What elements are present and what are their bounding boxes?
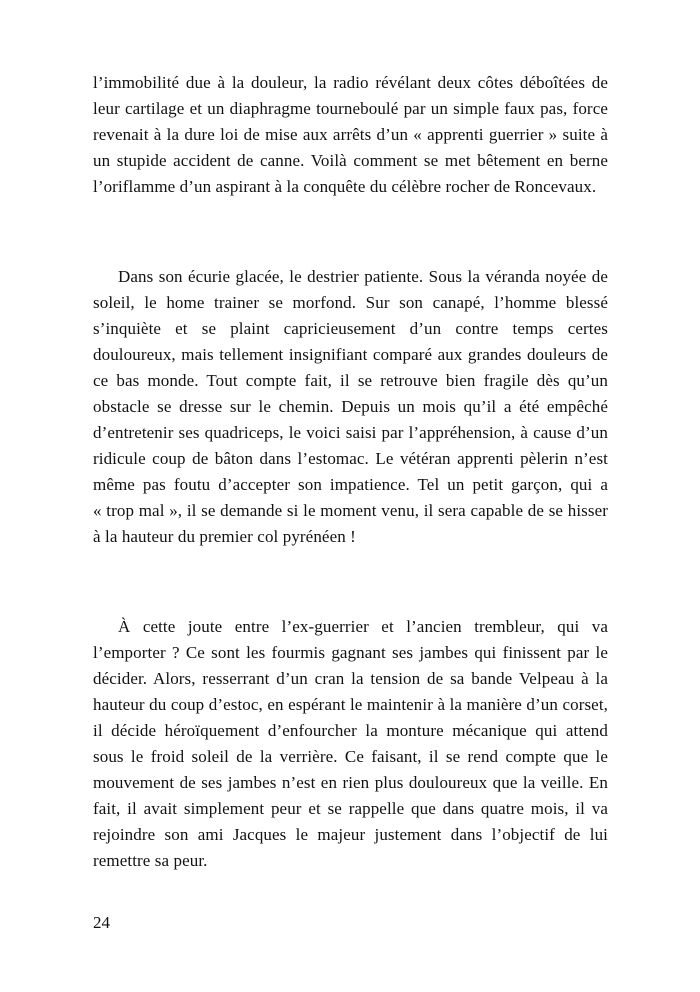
page-number: 24 xyxy=(93,913,110,932)
paragraph-3: À cette joute entre l’ex-guerrier et l’ancien trembleur, qui va l’emporter ? Ce sont les fourmis gagnant ses jambes qui finissent par le décider. Alors, resserrant d’un cran la tension de sa bande Velpeau à la hauteur du coup d’estoc, en espérant le maintenir à la manière d’un corset, il décide héroïquement d’enfourcher la monture mécanique qui attend sous le froid soleil de la verrière. Ce faisant, il se rend compte que le mouvement de ses jambes n’est en rien plus douloureux que la veille. En fait, il avait simplement peur et se rappelle que dans quatre mois, il va rejoindre son ami Jacques le majeur justement dans l’objectif de lui remettre sa peur. xyxy=(93,617,608,870)
paragraph-2: Dans son écurie glacée, le destrier patiente. Sous la véranda noyée de soleil, le home trainer se morfond. Sur son canapé, l’homme blessé s’inquiète et se plaint capricieusement d’un contre temps certes douloureux, mais tellement insignifiant comparé aux grandes douleurs de ce bas monde. Tout compte fait, il se retrouve bien fragile dès qu’un obstacle se dresse sur le chemin. Depuis un mois qu’il a été empêché d’entretenir ses quadriceps, le voici saisi par l’appréhension, à cause d’un ridicule coup de bâton dans l’estomac. Le vétéran apprenti pèlerin n’est même pas foutu d’accepter son impatience. Tel un petit garçon, qui a « trop mal », il se demande si le moment venu, il sera capable de se hisser à la hauteur du premier col pyrénéen ! xyxy=(93,267,608,546)
text-block xyxy=(93,70,608,874)
paragraph-1: l’immobilité due à la douleur, la radio révélant deux côtes déboîtées de leur cartilage et un diaphragme tourneboulé par un simple faux pas, force revenait à la dure loi de mise aux arrêts d’un « apprenti guerrier » suite à un stupide accident de canne. Voilà comment se met bêtement en berne l’oriflamme d’un aspirant à la conquête du célèbre rocher de Roncevaux. xyxy=(93,73,608,196)
